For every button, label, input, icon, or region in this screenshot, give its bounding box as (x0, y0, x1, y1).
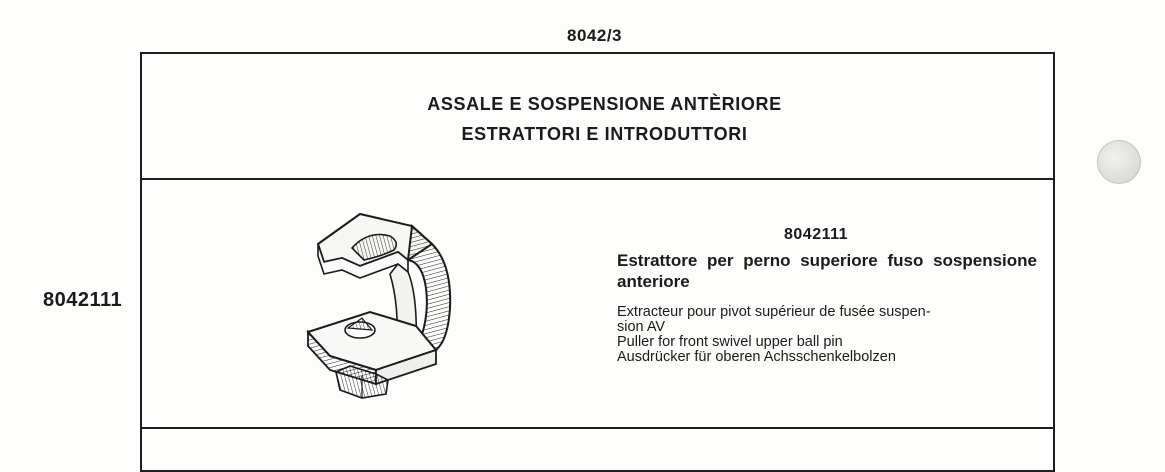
page-code: 8042/3 (567, 26, 622, 45)
ball-pin-puller-tool-icon (290, 200, 470, 400)
item-desc-fr-line2: sion AV (617, 319, 666, 335)
section-header (142, 54, 1053, 180)
item-title-it: Estrattore per perno superiore fuso sospensione anteriore (617, 251, 1037, 291)
row-divider (142, 427, 1053, 429)
item-desc-fr-line1: Extracteur pour pivot supérieur de fusée suspen- (617, 304, 931, 320)
item-desc-de: Ausdrücker für oberen Achsschenkelbolzen (617, 349, 896, 365)
punch-hole (1097, 140, 1141, 184)
section-title: ASSALE E SOSPENSIONE ANTÈRIORE (427, 94, 782, 114)
item-desc-en: Puller for front swivel upper ball pin (617, 334, 843, 350)
side-item-code: 8042111 (43, 289, 123, 311)
item-code: 8042111 (784, 226, 849, 243)
section-subtitle: ESTRATTORI E INTRODUTTORI (461, 124, 748, 144)
item-description (617, 305, 1037, 365)
